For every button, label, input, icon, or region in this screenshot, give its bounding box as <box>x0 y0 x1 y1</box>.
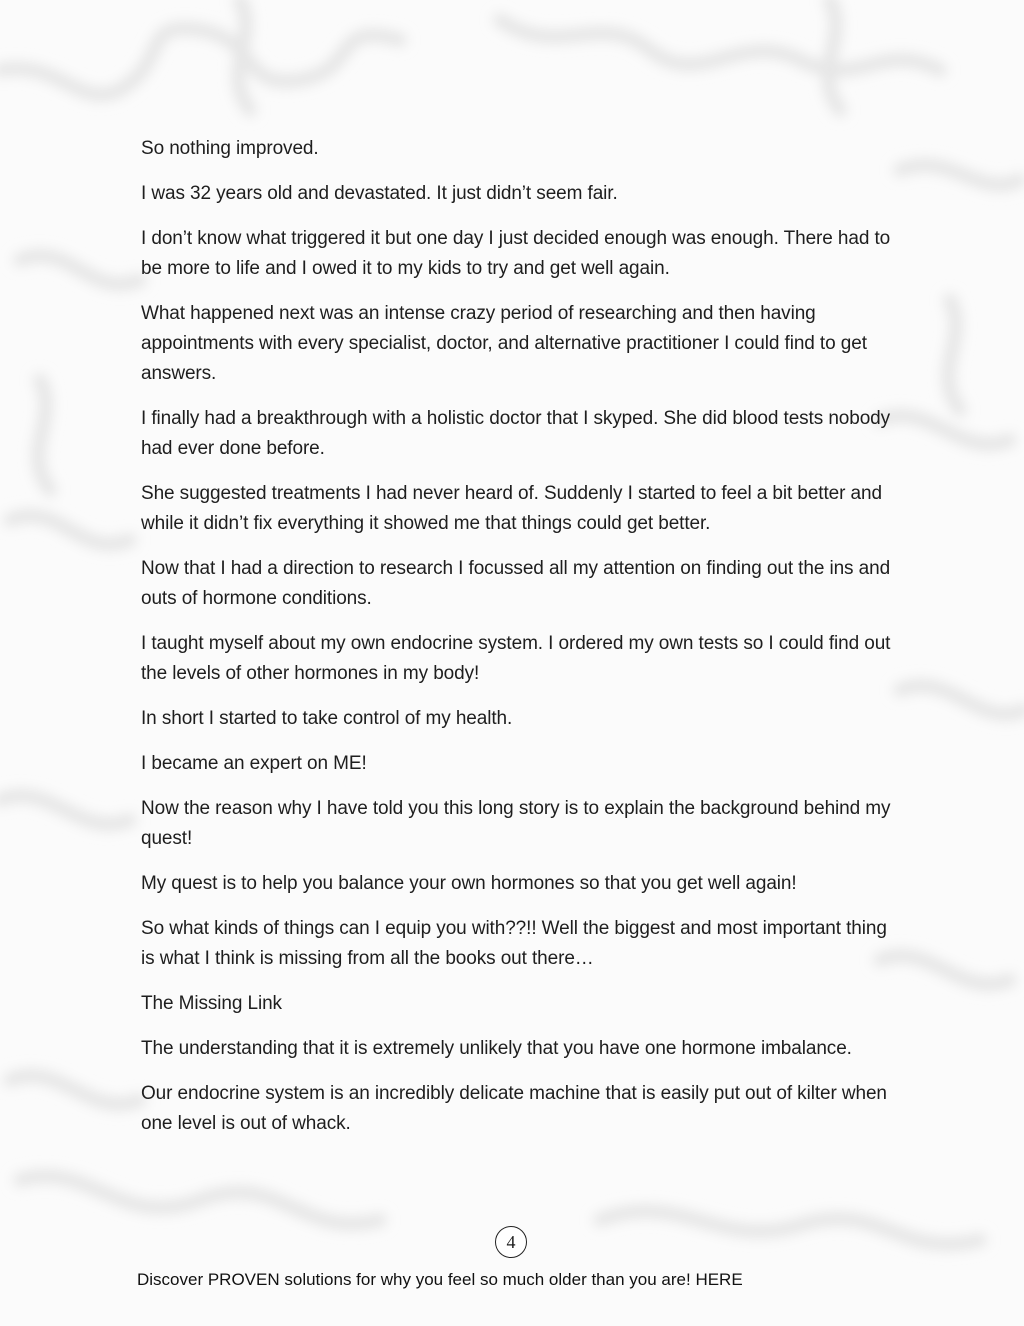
paragraph: Now that I had a direction to research I focussed all my attention on finding out the ins and outs of hormone conditions. <box>141 558 891 609</box>
paragraph: In short I started to take control of my health. <box>141 708 513 729</box>
paragraph: I finally had a breakthrough with a holistic doctor that I skyped. She did blood tests nobody had ever done before. <box>141 408 891 459</box>
paragraph: I was 32 years old and devastated. It just didn’t seem fair. <box>141 183 618 204</box>
footer <box>137 1270 743 1290</box>
section-heading: The Missing Link <box>141 993 282 1014</box>
paragraph: What happened next was an intense crazy period of researching and then having appointments with every specialist, doctor, and alternative practitioner I could find to get answers. <box>141 303 867 384</box>
paragraph: So what kinds of things can I equip you with??!! Well the biggest and most important thing is what I think is missing from all the books out there… <box>141 918 887 969</box>
paragraph: My quest is to help you balance your own hormones so that you get well again! <box>141 873 797 894</box>
paragraph: The understanding that it is extremely unlikely that you have one hormone imbalance. <box>141 1038 852 1059</box>
paragraph: I taught myself about my own endocrine system. I ordered my own tests so I could find out the levels of other hormones in my body! <box>141 633 891 684</box>
paragraph: I became an expert on ME! <box>141 753 367 774</box>
page-number: 4 <box>495 1226 527 1258</box>
footer-text: Discover PROVEN solutions for why you feel so much older than you are! <box>137 1270 691 1289</box>
paragraph: Now the reason why I have told you this long story is to explain the background behind my quest! <box>141 798 891 849</box>
paragraph: So nothing improved. <box>141 138 319 159</box>
paragraph: Our endocrine system is an incredibly delicate machine that is easily put out of kilter when one level is out of whack. <box>141 1083 887 1134</box>
paragraph: She suggested treatments I had never heard of. Suddenly I started to feel a bit better and while it didn’t fix everything it showed me that things could get better. <box>141 483 882 534</box>
paragraph: I don’t know what triggered it but one day I just decided enough was enough. There had to be more to life and I owed it to my kids to try and get well again. <box>141 228 891 279</box>
footer-here-link[interactable]: HERE <box>695 1270 743 1289</box>
body-text <box>141 134 891 1154</box>
